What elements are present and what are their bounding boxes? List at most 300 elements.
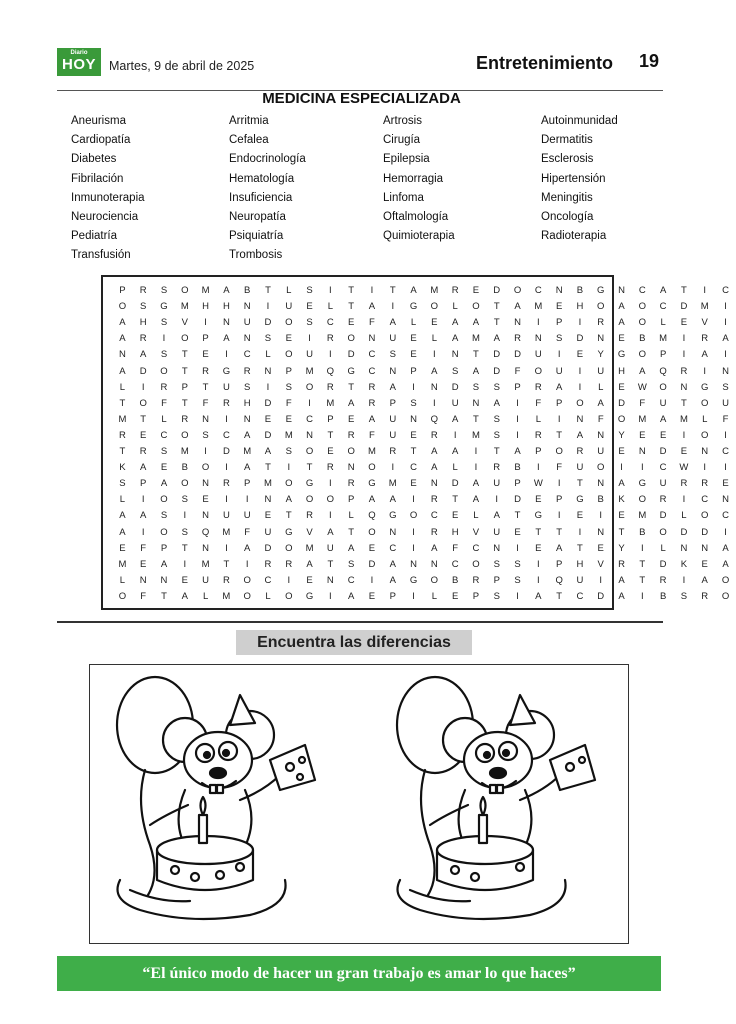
grid-letter[interactable]: E [368, 590, 376, 602]
grid-letter[interactable]: R [222, 574, 230, 586]
grid-letter[interactable]: V [181, 317, 188, 329]
grid-letter[interactable]: U [576, 574, 584, 586]
grid-letter[interactable]: I [703, 462, 707, 474]
grid-letter[interactable]: O [617, 413, 626, 425]
grid-letter[interactable]: L [265, 349, 271, 361]
grid-letter[interactable]: T [327, 429, 334, 441]
grid-letter[interactable]: U [389, 333, 397, 345]
grid-letter[interactable]: U [576, 462, 584, 474]
grid-letter[interactable]: S [389, 349, 396, 361]
grid-letter[interactable]: G [305, 478, 314, 490]
grid-letter[interactable]: F [244, 526, 251, 538]
grid-letter[interactable]: A [576, 429, 584, 441]
grid-letter[interactable]: I [412, 590, 415, 602]
grid-letter[interactable]: I [682, 349, 686, 361]
grid-letter[interactable]: R [680, 478, 688, 490]
grid-letter[interactable]: F [597, 413, 604, 425]
grid-letter[interactable]: W [533, 478, 543, 490]
grid-letter[interactable]: I [599, 510, 603, 522]
grid-letter[interactable]: O [285, 542, 293, 554]
grid-letter[interactable]: D [451, 381, 459, 393]
grid-letter[interactable]: T [202, 381, 209, 393]
grid-letter[interactable]: E [140, 429, 147, 441]
grid-letter[interactable]: O [305, 381, 314, 393]
grid-letter[interactable]: L [452, 301, 458, 313]
grid-letter[interactable]: N [430, 558, 438, 570]
grid-letter[interactable]: I [412, 494, 415, 506]
grid-letter[interactable]: R [701, 478, 709, 490]
grid-letter[interactable]: L [660, 317, 666, 329]
grid-letter[interactable]: R [139, 285, 147, 296]
grid-letter[interactable]: I [724, 301, 727, 313]
grid-letter[interactable]: U [222, 381, 230, 393]
grid-letter[interactable]: R [326, 333, 334, 345]
grid-letter[interactable]: S [244, 381, 251, 393]
grid-letter[interactable]: B [597, 494, 604, 506]
grid-letter[interactable]: R [701, 590, 709, 602]
grid-letter[interactable]: M [326, 397, 335, 409]
grid-letter[interactable]: A [119, 526, 126, 538]
grid-letter[interactable]: C [306, 413, 313, 425]
grid-letter[interactable]: O [409, 510, 418, 522]
grid-letter[interactable]: A [493, 510, 500, 522]
grid-letter[interactable]: E [160, 462, 168, 474]
grid-letter[interactable]: O [472, 558, 480, 570]
grid-letter[interactable]: U [306, 349, 313, 361]
grid-letter[interactable]: M [430, 285, 439, 296]
grid-letter[interactable]: A [347, 542, 355, 554]
grid-letter[interactable]: R [139, 333, 147, 345]
grid-letter[interactable]: D [576, 333, 584, 345]
grid-letter[interactable]: L [119, 381, 126, 393]
grid-letter[interactable]: R [430, 494, 438, 506]
grid-letter[interactable]: U [451, 397, 459, 409]
grid-letter[interactable]: C [389, 542, 397, 554]
grid-letter[interactable]: N [472, 397, 480, 409]
grid-letter[interactable]: P [555, 397, 563, 409]
grid-letter[interactable]: M [471, 429, 480, 441]
grid-letter[interactable]: I [225, 462, 228, 474]
grid-letter[interactable]: S [202, 429, 209, 441]
grid-letter[interactable]: I [225, 542, 228, 554]
grid-letter[interactable]: E [618, 333, 625, 345]
grid-letter[interactable]: N [722, 494, 729, 506]
grid-letter[interactable]: O [555, 446, 563, 457]
grid-letter[interactable]: F [140, 590, 147, 602]
grid-letter[interactable]: A [223, 285, 230, 296]
grid-letter[interactable]: A [701, 574, 708, 586]
grid-letter[interactable]: I [266, 301, 270, 313]
grid-letter[interactable]: I [433, 349, 436, 361]
grid-letter[interactable]: L [286, 285, 292, 296]
grid-letter[interactable]: S [306, 317, 313, 329]
grid-letter[interactable]: O [305, 446, 314, 457]
grid-letter[interactable]: C [430, 510, 438, 522]
grid-letter[interactable]: T [265, 285, 271, 296]
grid-letter[interactable]: F [369, 317, 375, 329]
grid-letter[interactable]: R [389, 446, 397, 457]
grid-letter[interactable]: O [659, 526, 667, 538]
grid-letter[interactable]: C [222, 429, 230, 441]
grid-letter[interactable]: O [181, 478, 189, 490]
grid-letter[interactable]: P [555, 494, 563, 506]
grid-letter[interactable]: C [638, 285, 646, 296]
grid-letter[interactable]: E [410, 429, 417, 441]
grid-letter[interactable]: L [348, 510, 354, 522]
grid-letter[interactable]: I [537, 558, 540, 570]
grid-letter[interactable]: P [389, 590, 396, 602]
grid-letter[interactable]: N [202, 542, 210, 554]
grid-letter[interactable]: A [597, 397, 604, 409]
grid-letter[interactable]: A [389, 494, 396, 506]
grid-letter[interactable]: B [181, 462, 188, 474]
grid-letter[interactable]: I [329, 590, 332, 602]
grid-letter[interactable]: R [701, 333, 709, 345]
grid-letter[interactable]: R [659, 494, 667, 506]
grid-letter[interactable]: D [680, 526, 688, 538]
grid-letter[interactable]: B [514, 462, 521, 474]
grid-letter[interactable]: M [638, 413, 647, 425]
grid-letter[interactable]: C [264, 574, 272, 586]
grid-letter[interactable]: A [451, 413, 459, 425]
grid-letter[interactable]: R [618, 558, 625, 570]
grid-letter[interactable]: S [493, 429, 500, 441]
grid-letter[interactable]: E [535, 542, 542, 554]
grid-letter[interactable]: D [451, 478, 459, 490]
grid-letter[interactable]: M [180, 301, 189, 313]
grid-letter[interactable]: R [139, 446, 147, 457]
grid-letter[interactable]: T [161, 590, 167, 602]
grid-letter[interactable]: M [305, 365, 314, 377]
grid-letter[interactable]: T [389, 285, 396, 296]
grid-letter[interactable]: N [430, 381, 438, 393]
grid-letter[interactable]: I [370, 574, 374, 586]
grid-letter[interactable]: P [535, 446, 542, 457]
grid-letter[interactable]: O [576, 397, 584, 409]
grid-letter[interactable]: U [659, 478, 667, 490]
grid-letter[interactable]: E [306, 574, 313, 586]
grid-letter[interactable]: C [576, 590, 584, 602]
grid-letter[interactable]: O [118, 590, 127, 602]
grid-letter[interactable]: I [578, 365, 582, 377]
grid-letter[interactable]: L [327, 301, 334, 313]
grid-letter[interactable]: H [202, 301, 210, 313]
grid-letter[interactable]: Q [368, 510, 376, 522]
grid-letter[interactable]: G [576, 494, 584, 506]
grid-letter[interactable]: I [724, 526, 727, 538]
grid-letter[interactable]: E [327, 446, 334, 457]
grid-letter[interactable]: A [431, 542, 438, 554]
grid-letter[interactable]: D [680, 301, 688, 313]
grid-letter[interactable]: H [139, 317, 147, 329]
grid-letter[interactable]: I [474, 462, 478, 474]
grid-letter[interactable]: T [639, 574, 646, 586]
grid-letter[interactable]: I [682, 574, 686, 586]
grid-letter[interactable]: H [618, 365, 625, 377]
grid-letter[interactable]: A [285, 494, 292, 506]
grid-letter[interactable]: R [222, 478, 230, 490]
grid-letter[interactable]: A [618, 478, 625, 490]
grid-letter[interactable]: H [576, 558, 584, 570]
grid-letter[interactable]: O [285, 349, 293, 361]
grid-letter[interactable]: A [472, 494, 480, 506]
grid-letter[interactable]: B [639, 333, 646, 345]
grid-letter[interactable]: I [578, 526, 582, 538]
grid-letter[interactable]: Y [597, 349, 604, 361]
grid-letter[interactable]: L [119, 574, 126, 586]
grid-letter[interactable]: N [638, 446, 646, 457]
grid-letter[interactable]: O [118, 301, 127, 313]
grid-letter[interactable]: E [347, 413, 355, 425]
grid-letter[interactable]: A [472, 317, 480, 329]
grid-letter[interactable]: Y [618, 429, 625, 441]
grid-letter[interactable]: O [638, 349, 647, 361]
grid-letter[interactable]: I [287, 574, 291, 586]
grid-letter[interactable]: R [368, 397, 376, 409]
grid-letter[interactable]: N [451, 349, 459, 361]
grid-letter[interactable]: O [597, 301, 605, 313]
grid-letter[interactable]: A [555, 381, 563, 393]
grid-letter[interactable]: L [535, 413, 541, 425]
grid-letter[interactable]: G [638, 478, 647, 490]
grid-letter[interactable]: N [576, 413, 584, 425]
grid-letter[interactable]: T [493, 301, 500, 313]
grid-letter[interactable]: M [201, 285, 210, 296]
grid-letter[interactable]: O [430, 301, 439, 313]
grid-letter[interactable]: I [204, 317, 207, 329]
grid-letter[interactable]: I [724, 462, 727, 474]
grid-letter[interactable]: A [244, 462, 251, 474]
grid-letter[interactable]: I [682, 333, 686, 345]
grid-letter[interactable]: R [430, 526, 438, 538]
grid-letter[interactable]: R [160, 381, 168, 393]
grid-letter[interactable]: E [597, 542, 604, 554]
grid-letter[interactable]: I [682, 494, 686, 506]
grid-letter[interactable]: I [141, 381, 145, 393]
grid-letter[interactable]: E [535, 494, 542, 506]
grid-letter[interactable]: E [680, 446, 688, 457]
grid-letter[interactable]: H [576, 301, 584, 313]
grid-letter[interactable]: N [410, 413, 417, 425]
grid-letter[interactable]: F [514, 365, 521, 377]
grid-letter[interactable]: L [598, 381, 604, 393]
grid-letter[interactable]: M [222, 526, 231, 538]
grid-letter[interactable]: R [326, 462, 334, 474]
grid-letter[interactable]: T [348, 301, 355, 313]
grid-letter[interactable]: S [451, 365, 459, 377]
grid-letter[interactable]: S [514, 558, 521, 570]
grid-letter[interactable]: A [493, 397, 500, 409]
grid-letter[interactable]: S [119, 478, 126, 490]
grid-letter[interactable]: T [119, 397, 126, 409]
grid-letter[interactable]: T [119, 446, 126, 457]
grid-letter[interactable]: P [119, 285, 126, 296]
grid-letter[interactable]: E [472, 285, 480, 296]
grid-letter[interactable]: C [160, 429, 168, 441]
grid-letter[interactable]: I [703, 285, 707, 296]
grid-letter[interactable]: B [639, 526, 646, 538]
grid-letter[interactable]: R [326, 381, 334, 393]
grid-letter[interactable]: N [555, 285, 563, 296]
grid-letter[interactable]: G [597, 285, 605, 296]
grid-letter[interactable]: P [659, 349, 667, 361]
grid-letter[interactable]: E [451, 590, 459, 602]
grid-letter[interactable]: K [618, 494, 625, 506]
grid-letter[interactable]: M [638, 510, 647, 522]
grid-letter[interactable]: S [493, 590, 500, 602]
grid-letter[interactable]: S [181, 494, 188, 506]
grid-letter[interactable]: E [576, 349, 584, 361]
grid-letter[interactable]: S [140, 301, 147, 313]
grid-letter[interactable]: E [368, 542, 376, 554]
grid-letter[interactable]: A [431, 462, 438, 474]
grid-letter[interactable]: N [389, 365, 397, 377]
grid-letter[interactable]: V [472, 526, 480, 538]
grid-letter[interactable]: C [701, 494, 709, 506]
grid-letter[interactable]: U [243, 510, 251, 522]
grid-letter[interactable]: O [326, 494, 335, 506]
grid-letter[interactable]: O [638, 317, 647, 329]
grid-letter[interactable]: D [514, 349, 521, 361]
grid-letter[interactable]: V [597, 558, 604, 570]
grid-letter[interactable]: P [202, 333, 209, 345]
grid-letter[interactable]: C [326, 317, 334, 329]
grid-letter[interactable]: S [285, 446, 292, 457]
grid-letter[interactable]: I [225, 494, 228, 506]
grid-letter[interactable]: R [534, 429, 542, 441]
grid-letter[interactable]: U [264, 526, 272, 538]
grid-letter[interactable]: M [368, 446, 376, 457]
grid-letter[interactable]: S [264, 333, 272, 345]
grid-letter[interactable]: A [119, 365, 126, 377]
grid-letter[interactable]: C [410, 462, 417, 474]
grid-letter[interactable]: A [389, 574, 396, 586]
grid-letter[interactable]: O [347, 446, 355, 457]
grid-letter[interactable]: A [701, 349, 708, 361]
grid-letter[interactable]: A [555, 542, 563, 554]
grid-letter[interactable]: C [243, 349, 251, 361]
grid-letter[interactable]: E [181, 574, 188, 586]
grid-letter[interactable]: I [724, 429, 727, 441]
grid-letter[interactable]: I [620, 462, 623, 474]
grid-letter[interactable]: A [160, 478, 168, 490]
grid-letter[interactable]: I [557, 413, 561, 425]
grid-letter[interactable]: A [514, 301, 521, 313]
grid-letter[interactable]: I [599, 574, 603, 586]
grid-letter[interactable]: I [557, 510, 561, 522]
grid-letter[interactable]: I [412, 542, 415, 554]
grid-letter[interactable]: A [244, 542, 251, 554]
grid-letter[interactable]: A [119, 510, 126, 522]
grid-letter[interactable]: E [410, 478, 417, 490]
grid-letter[interactable]: S [493, 558, 500, 570]
grid-letter[interactable]: N [597, 526, 605, 538]
grid-letter[interactable]: M [534, 301, 543, 313]
grid-letter[interactable]: P [244, 478, 251, 490]
grid-letter[interactable]: O [160, 494, 168, 506]
grid-letter[interactable]: B [451, 574, 459, 586]
grid-letter[interactable]: A [472, 365, 480, 377]
grid-letter[interactable]: I [516, 397, 519, 409]
grid-letter[interactable]: A [347, 590, 355, 602]
grid-letter[interactable]: T [181, 542, 188, 554]
grid-letter[interactable]: O [701, 397, 709, 409]
grid-letter[interactable]: U [222, 510, 230, 522]
grid-letter[interactable]: L [431, 333, 437, 345]
grid-letter[interactable]: M [679, 413, 688, 425]
grid-letter[interactable]: K [119, 462, 126, 474]
grid-letter[interactable]: N [389, 526, 397, 538]
grid-letter[interactable]: O [285, 317, 293, 329]
grid-letter[interactable]: M [305, 542, 314, 554]
grid-letter[interactable]: I [204, 446, 207, 457]
grid-letter[interactable]: I [225, 413, 228, 425]
grid-letter[interactable]: L [452, 462, 458, 474]
grid-letter[interactable]: P [327, 413, 334, 425]
grid-letter[interactable]: O [597, 462, 605, 474]
grid-letter[interactable]: S [680, 590, 688, 602]
grid-letter[interactable]: B [576, 285, 584, 296]
grid-letter[interactable]: H [243, 397, 251, 409]
grid-letter[interactable]: U [326, 542, 334, 554]
grid-letter[interactable]: L [681, 510, 687, 522]
grid-letter[interactable]: O [701, 510, 709, 522]
grid-letter[interactable]: V [701, 317, 708, 329]
grid-letter[interactable]: I [724, 349, 727, 361]
grid-letter[interactable]: I [329, 285, 332, 296]
grid-letter[interactable]: O [160, 365, 168, 377]
grid-letter[interactable]: A [618, 590, 625, 602]
grid-letter[interactable]: E [680, 317, 688, 329]
grid-letter[interactable]: E [576, 510, 584, 522]
grid-letter[interactable]: I [329, 478, 332, 490]
grid-letter[interactable]: H [222, 301, 230, 313]
grid-letter[interactable]: A [389, 317, 396, 329]
grid-letter[interactable]: E [347, 317, 355, 329]
grid-letter[interactable]: N [139, 574, 147, 586]
grid-letter[interactable]: S [410, 397, 417, 409]
grid-letter[interactable]: C [534, 285, 542, 296]
grid-letter[interactable]: G [347, 365, 355, 377]
grid-letter[interactable]: R [659, 574, 667, 586]
grid-letter[interactable]: M [700, 301, 709, 313]
grid-letter[interactable]: P [493, 574, 500, 586]
grid-letter[interactable]: S [493, 381, 500, 393]
grid-letter[interactable]: P [140, 478, 147, 490]
grid-letter[interactable]: Q [430, 413, 439, 425]
grid-letter[interactable]: A [140, 349, 147, 361]
grid-letter[interactable]: I [474, 446, 478, 457]
grid-letter[interactable]: O [430, 574, 439, 586]
grid-letter[interactable]: S [181, 526, 188, 538]
grid-letter[interactable]: L [119, 494, 126, 506]
grid-letter[interactable]: A [410, 285, 417, 296]
grid-letter[interactable]: N [202, 478, 210, 490]
grid-letter[interactable]: R [202, 365, 210, 377]
grid-letter[interactable]: T [514, 510, 521, 522]
grid-letter[interactable]: L [161, 413, 167, 425]
grid-letter[interactable]: T [618, 526, 625, 538]
grid-letter[interactable]: D [659, 510, 667, 522]
grid-letter[interactable]: U [597, 365, 605, 377]
grid-letter[interactable]: G [389, 510, 397, 522]
grid-letter[interactable]: T [181, 365, 188, 377]
grid-letter[interactable]: O [638, 301, 647, 313]
grid-letter[interactable]: A [181, 590, 188, 602]
grid-letter[interactable]: P [514, 478, 521, 490]
grid-letter[interactable]: F [722, 413, 729, 425]
grid-letter[interactable]: R [597, 317, 605, 329]
